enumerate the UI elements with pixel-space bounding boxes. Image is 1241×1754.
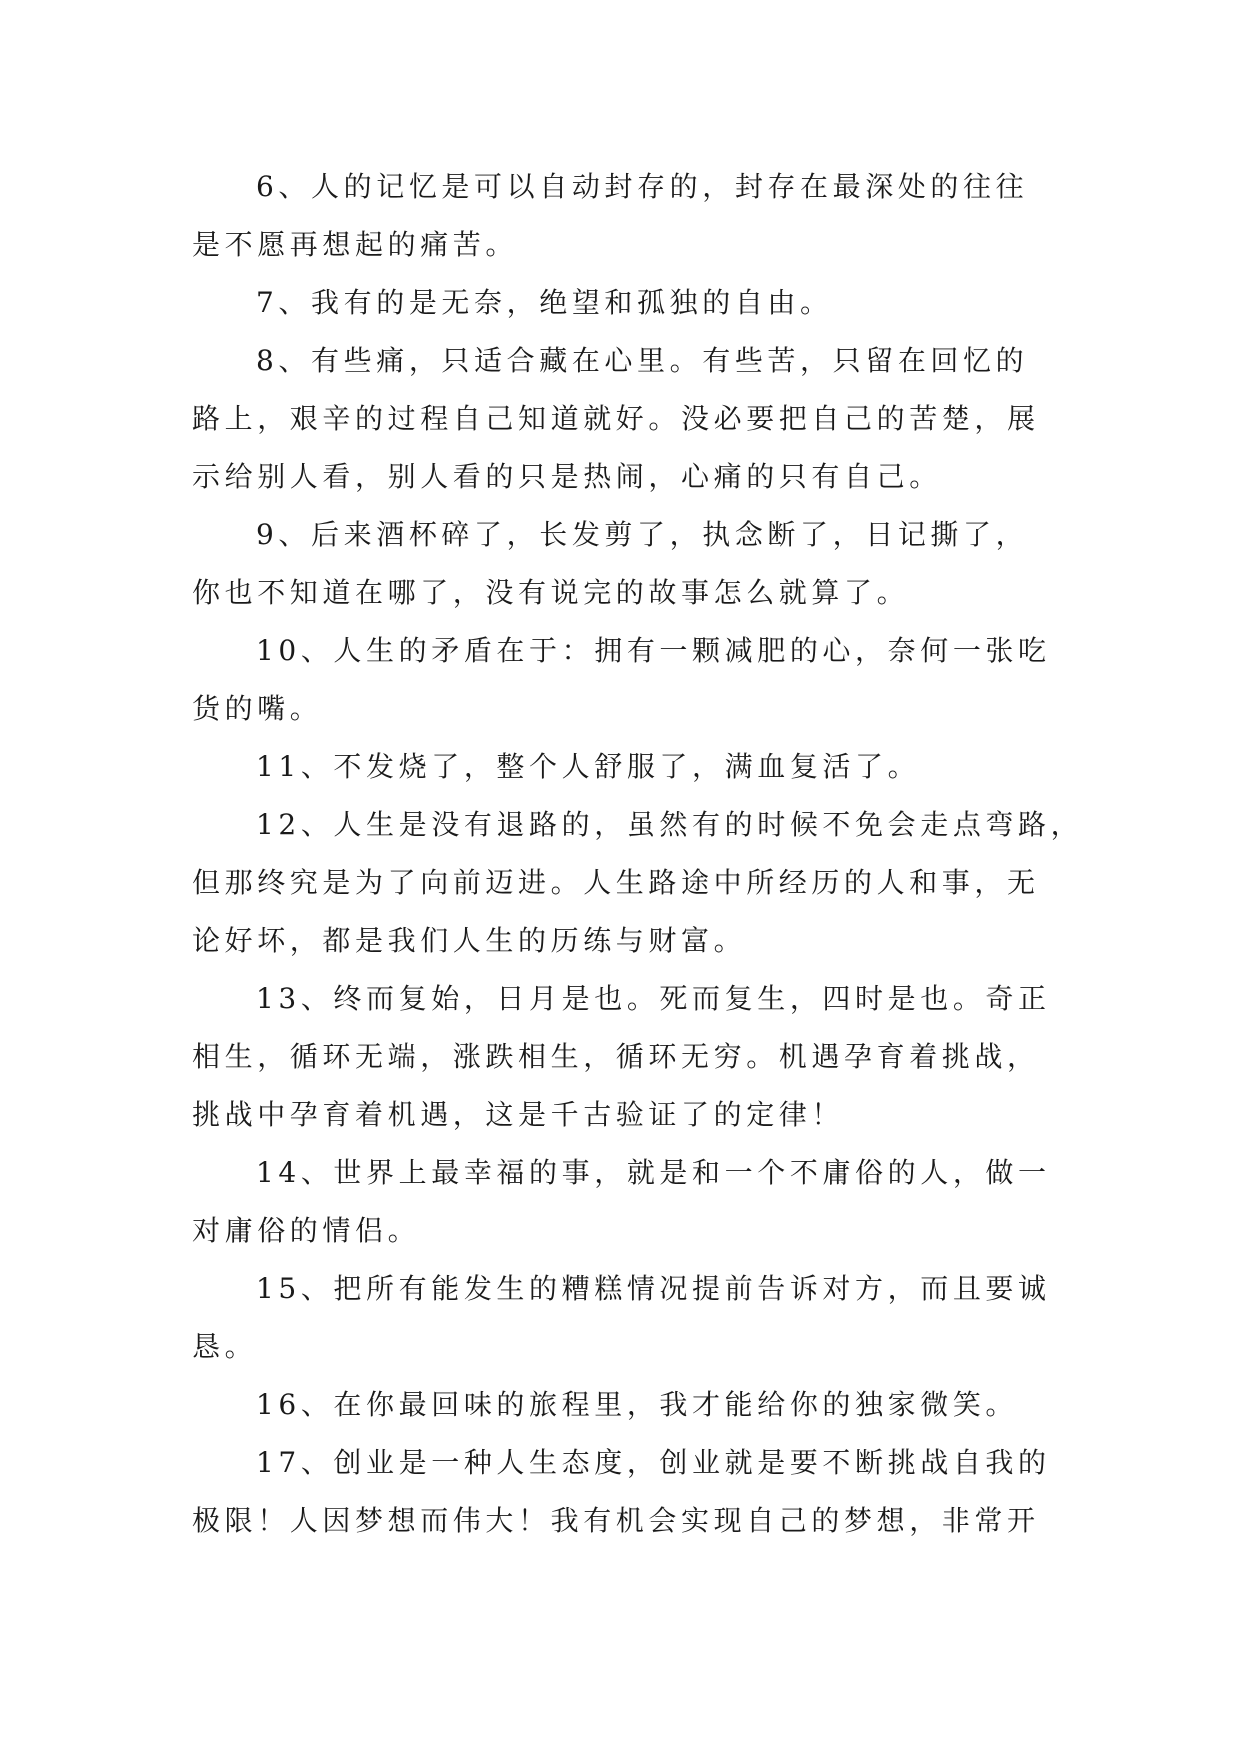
paragraph-11: [192, 738, 1060, 796]
paragraph-9: [192, 506, 1060, 622]
text-line: 6、人的记忆是可以自动封存的，封存在最深处的往往: [256, 170, 1029, 203]
text-line: 11、不发烧了，整个人舒服了，满血复活了。: [256, 750, 921, 783]
text-line: 16、在你最回味的旅程里，我才能给你的独家微笑。: [256, 1388, 1019, 1421]
text-line: 10、人生的矛盾在于：拥有一颗减肥的心，奈何一张吃: [256, 634, 1051, 667]
text-line: 路上，艰辛的过程自己知道就好。没必要把自己的苦楚，展: [192, 402, 1040, 435]
paragraph-17: [192, 1434, 1060, 1550]
paragraph-12: [192, 796, 1084, 970]
paragraph-14: [192, 1144, 1060, 1260]
text-line: 但那终究是为了向前迈进。人生路途中所经历的人和事，无: [192, 866, 1040, 899]
text-line: 是不愿再想起的痛苦。: [192, 228, 519, 261]
paragraph-15: [192, 1260, 1060, 1376]
text-line: 14、世界上最幸福的事，就是和一个不庸俗的人，做一: [256, 1156, 1051, 1189]
paragraph-7: [192, 274, 1060, 332]
text-line: 8、有些痛，只适合藏在心里。有些苦，只留在回忆的: [256, 344, 1029, 377]
text-line: 极限！人因梦想而伟大！我有机会实现自己的梦想，非常开: [192, 1504, 1040, 1537]
text-line: 示给别人看，别人看的只是热闹，心痛的只有自己。: [192, 460, 942, 493]
text-line: 你也不知道在哪了，没有说完的故事怎么就算了。: [192, 576, 910, 609]
text-line: 13、终而复始，日月是也。死而复生，四时是也。奇正: [256, 982, 1051, 1015]
text-line: 对庸俗的情侣。: [192, 1214, 421, 1247]
text-line: 12、人生是没有退路的，虽然有的时候不免会走点弯路，: [256, 808, 1084, 841]
paragraph-13: [192, 970, 1060, 1144]
paragraph-8: [192, 332, 1060, 506]
document-body: [192, 158, 1084, 1550]
text-line: 15、把所有能发生的糟糕情况提前告诉对方，而且要诚: [256, 1272, 1051, 1305]
paragraph-16: [192, 1376, 1060, 1434]
text-line: 相生，循环无端，涨跌相生，循环无穷。机遇孕育着挑战，: [192, 1040, 1040, 1073]
text-line: 17、创业是一种人生态度，创业就是要不断挑战自我的: [256, 1446, 1051, 1479]
text-line: 恳。: [192, 1330, 258, 1363]
paragraph-10: [192, 622, 1060, 738]
text-line: 7、我有的是无奈，绝望和孤独的自由。: [256, 286, 833, 319]
paragraph-6: [192, 158, 1060, 274]
text-line: 挑战中孕育着机遇，这是千古验证了的定律！: [192, 1098, 845, 1131]
text-line: 货的嘴。: [192, 692, 323, 725]
text-line: 9、后来酒杯碎了，长发剪了，执念断了，日记撕了，: [256, 518, 1029, 551]
text-line: 论好坏，都是我们人生的历练与财富。: [192, 924, 747, 957]
